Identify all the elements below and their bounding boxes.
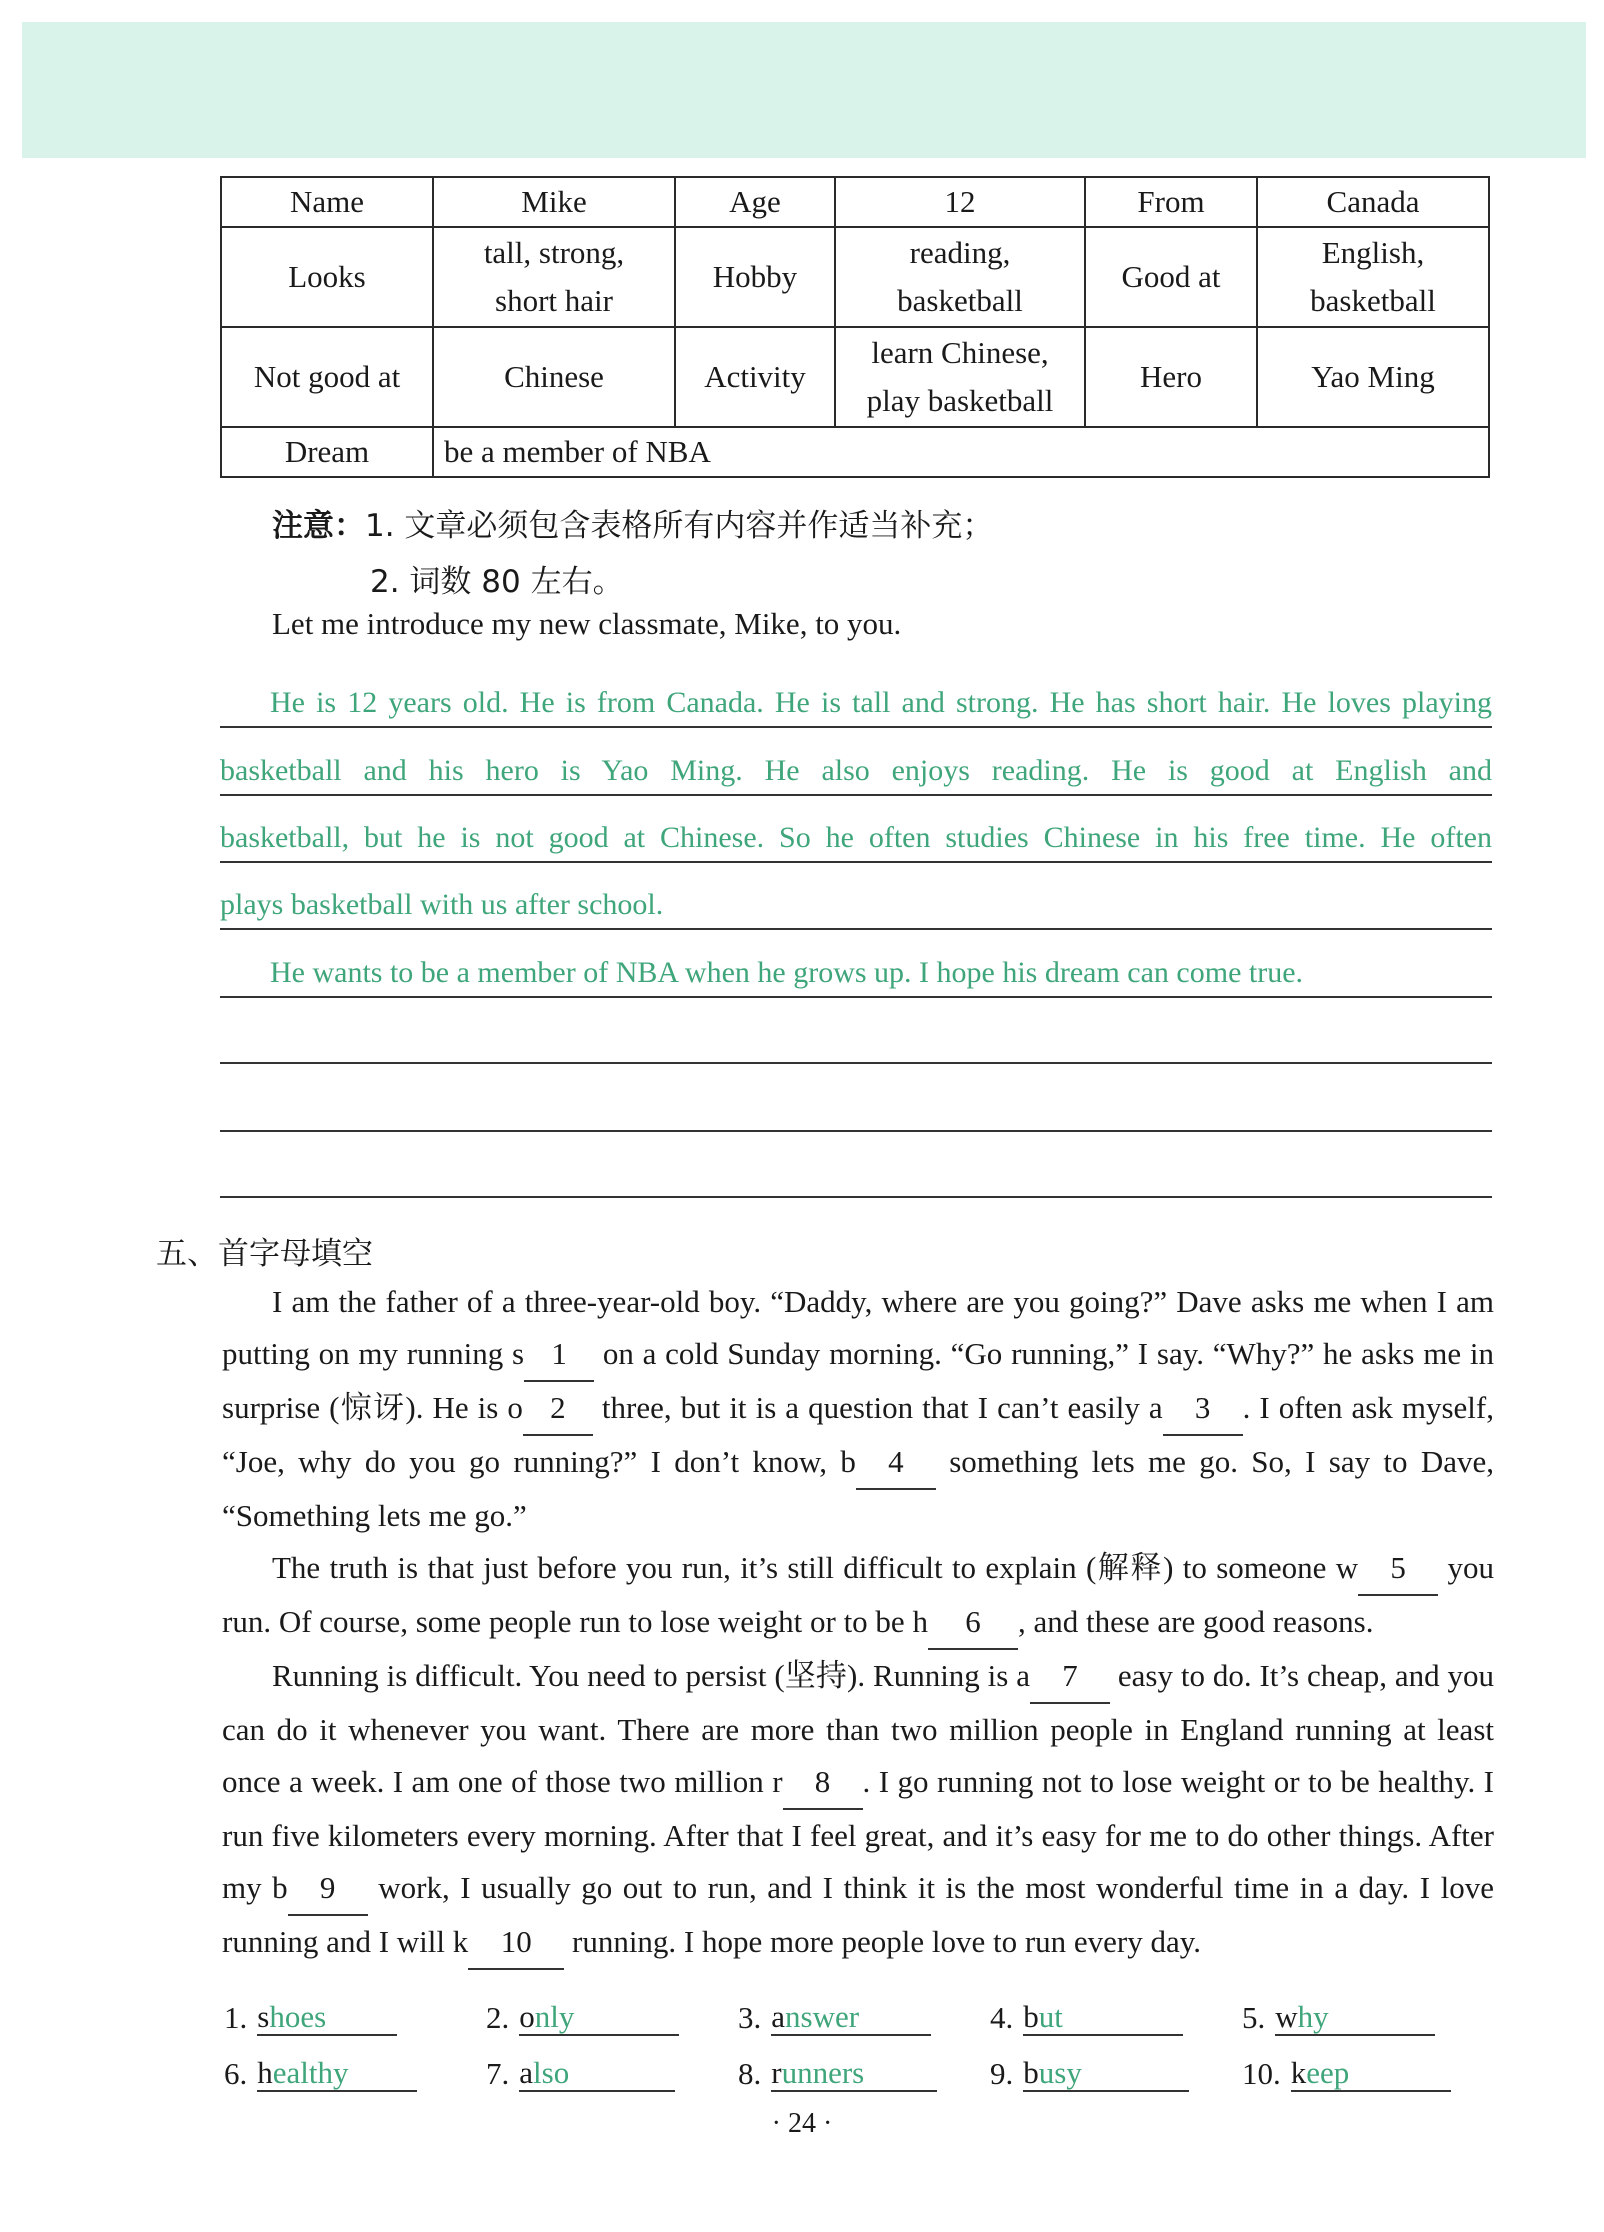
passage-paragraph-2: The truth is that just before you run, it’s still difficult to explain (解释) to someone w 5 you run. Of course, some people run to lose weight or to be h 6 , and these are good reasons. bbox=[222, 1542, 1494, 1650]
blank-8: 8 bbox=[783, 1756, 863, 1810]
blank-4: 4 bbox=[856, 1436, 936, 1490]
blank-3: 3 bbox=[1163, 1382, 1243, 1436]
answer-1: 1. shoes bbox=[224, 2000, 397, 2036]
writing-line bbox=[220, 1130, 1492, 1132]
table-row bbox=[221, 327, 1489, 427]
note-item-1: 1. 文章必须包含表格所有内容并作适当补充； bbox=[365, 508, 994, 544]
cell-hero-value: Yao Ming bbox=[1257, 327, 1489, 427]
info-table bbox=[220, 176, 1490, 478]
blank-9: 9 bbox=[288, 1862, 368, 1916]
answer-6: 6. healthy bbox=[224, 2056, 417, 2092]
cell-looks-label: Looks bbox=[221, 227, 433, 327]
cell-activity-label: Activity bbox=[675, 327, 835, 427]
writing-line bbox=[220, 1062, 1492, 1064]
writing-line bbox=[220, 794, 1492, 796]
activity-line-2: play basketball bbox=[866, 383, 1054, 419]
goodat-line-1: English, bbox=[1321, 235, 1425, 270]
note-item-2: 2. 词数 80 左右。 bbox=[370, 564, 624, 600]
answer-4: 4. but bbox=[990, 2000, 1183, 2036]
goodat-line-2: basketball bbox=[1310, 283, 1436, 319]
essay-line-2: basketball and his hero is Yao Ming. He also enjoys reading. He is good at English and bbox=[220, 754, 1492, 787]
blank-10: 10 bbox=[468, 1916, 564, 1970]
answer-9: 9. busy bbox=[990, 2056, 1189, 2092]
cell-hobby-label: Hobby bbox=[675, 227, 835, 327]
cell-age-label: Age bbox=[675, 177, 835, 227]
cell-notgood-value: Chinese bbox=[433, 327, 675, 427]
essay-line-3: basketball, but he is not good at Chinese. So he often studies Chinese in his free time. He often bbox=[220, 821, 1492, 854]
writing-line bbox=[220, 996, 1492, 998]
cell-goodat-label: Good at bbox=[1085, 227, 1257, 327]
table-row bbox=[221, 177, 1489, 227]
cell-dream-value: be a member of NBA bbox=[433, 427, 1489, 477]
blank-1: 1 bbox=[524, 1328, 594, 1382]
note-label: 注意： bbox=[272, 508, 365, 544]
cell-goodat-value bbox=[1257, 227, 1489, 327]
hobby-line-2: basketball bbox=[897, 283, 1023, 319]
answer-3: 3. answer bbox=[738, 2000, 931, 2036]
cell-dream-label: Dream bbox=[221, 427, 433, 477]
essay-intro: Let me introduce my new classmate, Mike, to you. bbox=[272, 606, 902, 641]
table-row bbox=[221, 227, 1489, 327]
looks-line-1: tall, strong, bbox=[483, 235, 625, 270]
blank-2: 2 bbox=[523, 1382, 593, 1436]
cloze-passage bbox=[222, 1276, 1494, 1970]
essay-line-1: He is 12 years old. He is from Canada. He is tall and strong. He has short hair. He loves playing bbox=[270, 686, 1492, 719]
blank-6: 6 bbox=[928, 1596, 1018, 1650]
table-row bbox=[221, 427, 1489, 477]
cell-name-label: Name bbox=[221, 177, 433, 227]
passage-paragraph-1: I am the father of a three-year-old boy. “Daddy, where are you going?” Dave asks me when I am putting on my running s 1 on a cold Sunday morning. “Go running,” I say. “Why?” he asks me in surprise (惊讶). He is o 2 three, but it is a question that I can’t easily a 3 . I often ask myself, “Joe, why do you go running?” I don’t know, b 4 something lets me go. So, I say to Dave, “Something lets me go.” bbox=[222, 1284, 1495, 1533]
cell-looks-value bbox=[433, 227, 675, 327]
cell-hobby-value bbox=[835, 227, 1085, 327]
cell-notgood-label: Not good at bbox=[221, 327, 433, 427]
essay-line-4: plays basketball with us after school. bbox=[220, 888, 664, 921]
section-title: 五、首字母填空 bbox=[156, 1236, 373, 1272]
activity-line-1: learn Chinese, bbox=[871, 335, 1049, 370]
looks-line-2: short hair bbox=[495, 283, 613, 319]
hobby-line-1: reading, bbox=[909, 235, 1011, 270]
cell-age-value: 12 bbox=[835, 177, 1085, 227]
answer-2: 2. only bbox=[486, 2000, 679, 2036]
note-line-1 bbox=[272, 500, 993, 545]
answer-8: 8. runners bbox=[738, 2056, 937, 2092]
answer-7: 7. also bbox=[486, 2056, 675, 2092]
writing-line bbox=[220, 726, 1492, 728]
cell-from-label: From bbox=[1085, 177, 1257, 227]
cell-name-value: Mike bbox=[433, 177, 675, 227]
blank-7: 7 bbox=[1030, 1650, 1110, 1704]
blank-5: 5 bbox=[1358, 1542, 1438, 1596]
page-number: · 24 · bbox=[771, 2108, 833, 2139]
cell-activity-value bbox=[835, 327, 1085, 427]
answer-10: 10. keep bbox=[1242, 2056, 1451, 2092]
writing-line bbox=[220, 861, 1492, 863]
writing-line bbox=[220, 1196, 1492, 1198]
essay-line-5: He wants to be a member of NBA when he grows up. I hope his dream can come true. bbox=[270, 956, 1304, 989]
passage-paragraph-3: Running is difficult. You need to persist (坚持). Running is a 7 easy to do. It’s cheap, and you can do it whenever you want. There are more than two million people in England running at least once a week. I am one of those two million r 8 . I go running not to lose weight or to be healthy. I run five kilometers every morning. After that I feel great, and it’s easy for me to do other things. After my b 9 work, I usually go out to run, and I think it is the most wonderful time in a day. I love running and I will k 10 running. I hope more people love to run every day. bbox=[222, 1650, 1494, 1970]
cell-hero-label: Hero bbox=[1085, 327, 1257, 427]
answer-5: 5. why bbox=[1242, 2000, 1435, 2036]
cell-from-value: Canada bbox=[1257, 177, 1489, 227]
writing-line bbox=[220, 928, 1492, 930]
